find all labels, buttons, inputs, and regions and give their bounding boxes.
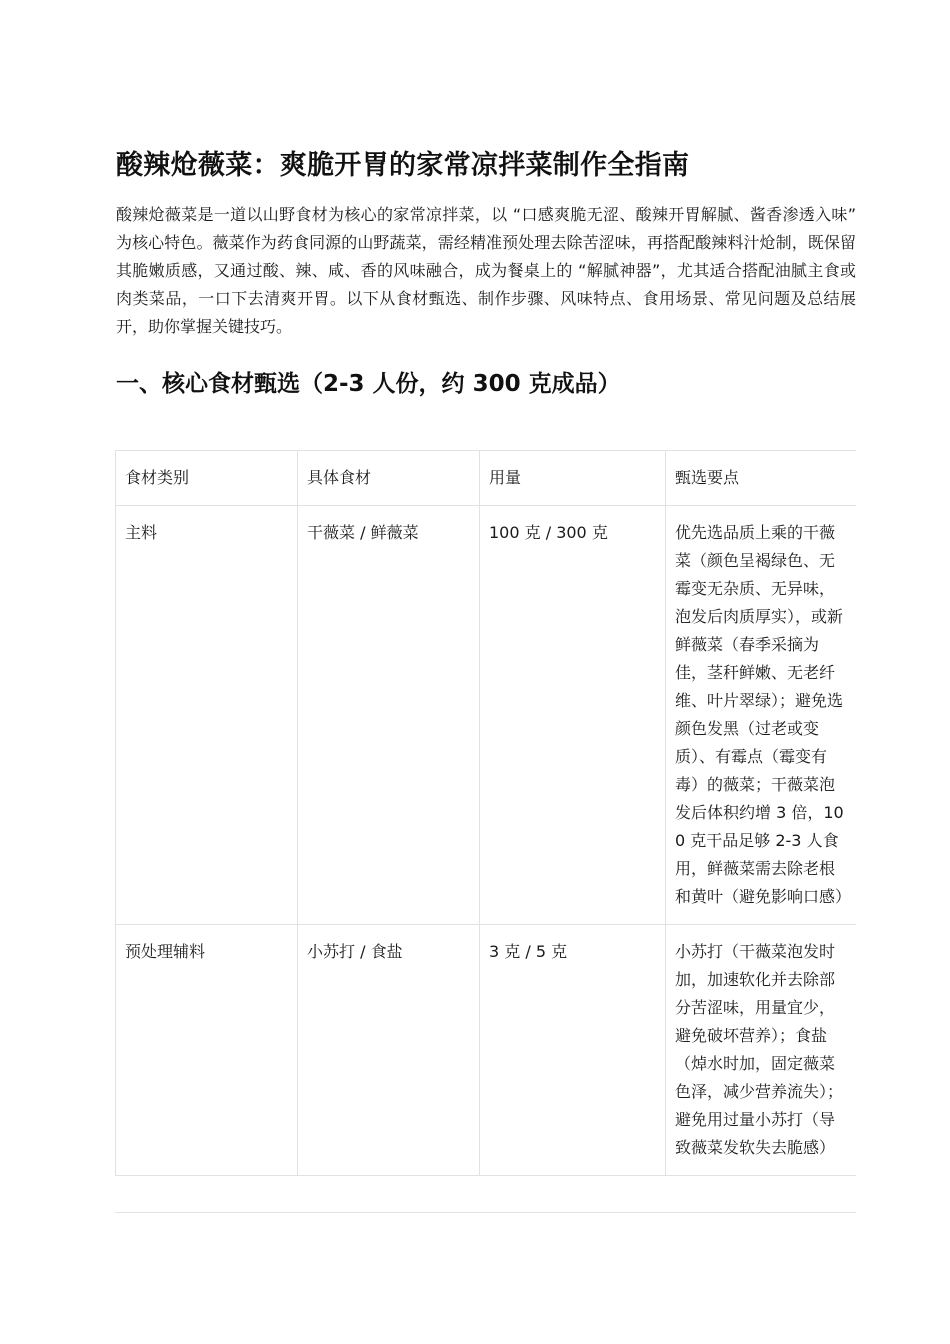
page-title: 酸辣炝薇菜：爽脆开胃的家常凉拌菜制作全指南 [116,150,690,181]
cell-amount: 3 克 / 5 克 [480,925,666,1176]
cell-tips: 小苏打（干薇菜泡发时加，加速软化并去除部分苦涩味，用量宜少，避免破坏营养）；食盐（焯水时加，固定薇菜色泽，减少营养流失）；避免用过量小苏打（导致薇菜发软失去脆感） [666,925,857,1176]
column-header-tips: 甄选要点 [666,451,857,506]
ingredients-table-container [115,450,856,1213]
table-header-row [116,451,857,506]
cell-category: 主料 [116,506,298,925]
table-row [116,925,857,1176]
section-heading: 一、核心食材甄选（2-3 人份，约 300 克成品） [116,371,621,397]
intro-paragraph: 酸辣炝薇菜是一道以山野食材为核心的家常凉拌菜，以 “口感爽脆无涩、酸辣开胃解腻、酱香渗透入味” 为核心特色。薇菜作为药食同源的山野蔬菜，需经精准预处理去除苦涩味，再搭配酸辣料汁炝制，既保留其脆嫩质感，又通过酸、辣、咸、香的风味融合，成为餐桌上的 “解腻神器”，尤其适合搭配油腻主食或肉类菜品，一口下去清爽开胃。以下从食材甄选、制作步骤、风味特点、食用场景、常见问题及总结展开，助你掌握关键技巧。 [116,205,856,336]
cell-ingredient: 小苏打 / 食盐 [298,925,480,1176]
cell-ingredient: 干薇菜 / 鲜薇菜 [298,506,480,925]
cell-category: 预处理辅料 [116,925,298,1176]
column-header-ingredient: 具体食材 [298,451,480,506]
cell-amount: 100 克 / 300 克 [480,506,666,925]
ingredients-table [115,450,856,1176]
cell-tips: 优先选品质上乘的干薇菜（颜色呈褐绿色、无霉变无杂质、无异味，泡发后肉质厚实），或新鲜薇菜（春季采摘为佳，茎秆鲜嫩、无老纤维、叶片翠绿）；避免选颜色发黑（过老或变质）、有霉点（霉变有毒）的薇菜；干薇菜泡发后体积约增 3 倍，100 克干品足够 2-3 人食用，鲜薇菜需去除老根和黄叶（避免影响口感） [666,506,857,925]
column-header-category: 食材类别 [116,451,298,506]
table-row [116,506,857,925]
column-header-amount: 用量 [480,451,666,506]
